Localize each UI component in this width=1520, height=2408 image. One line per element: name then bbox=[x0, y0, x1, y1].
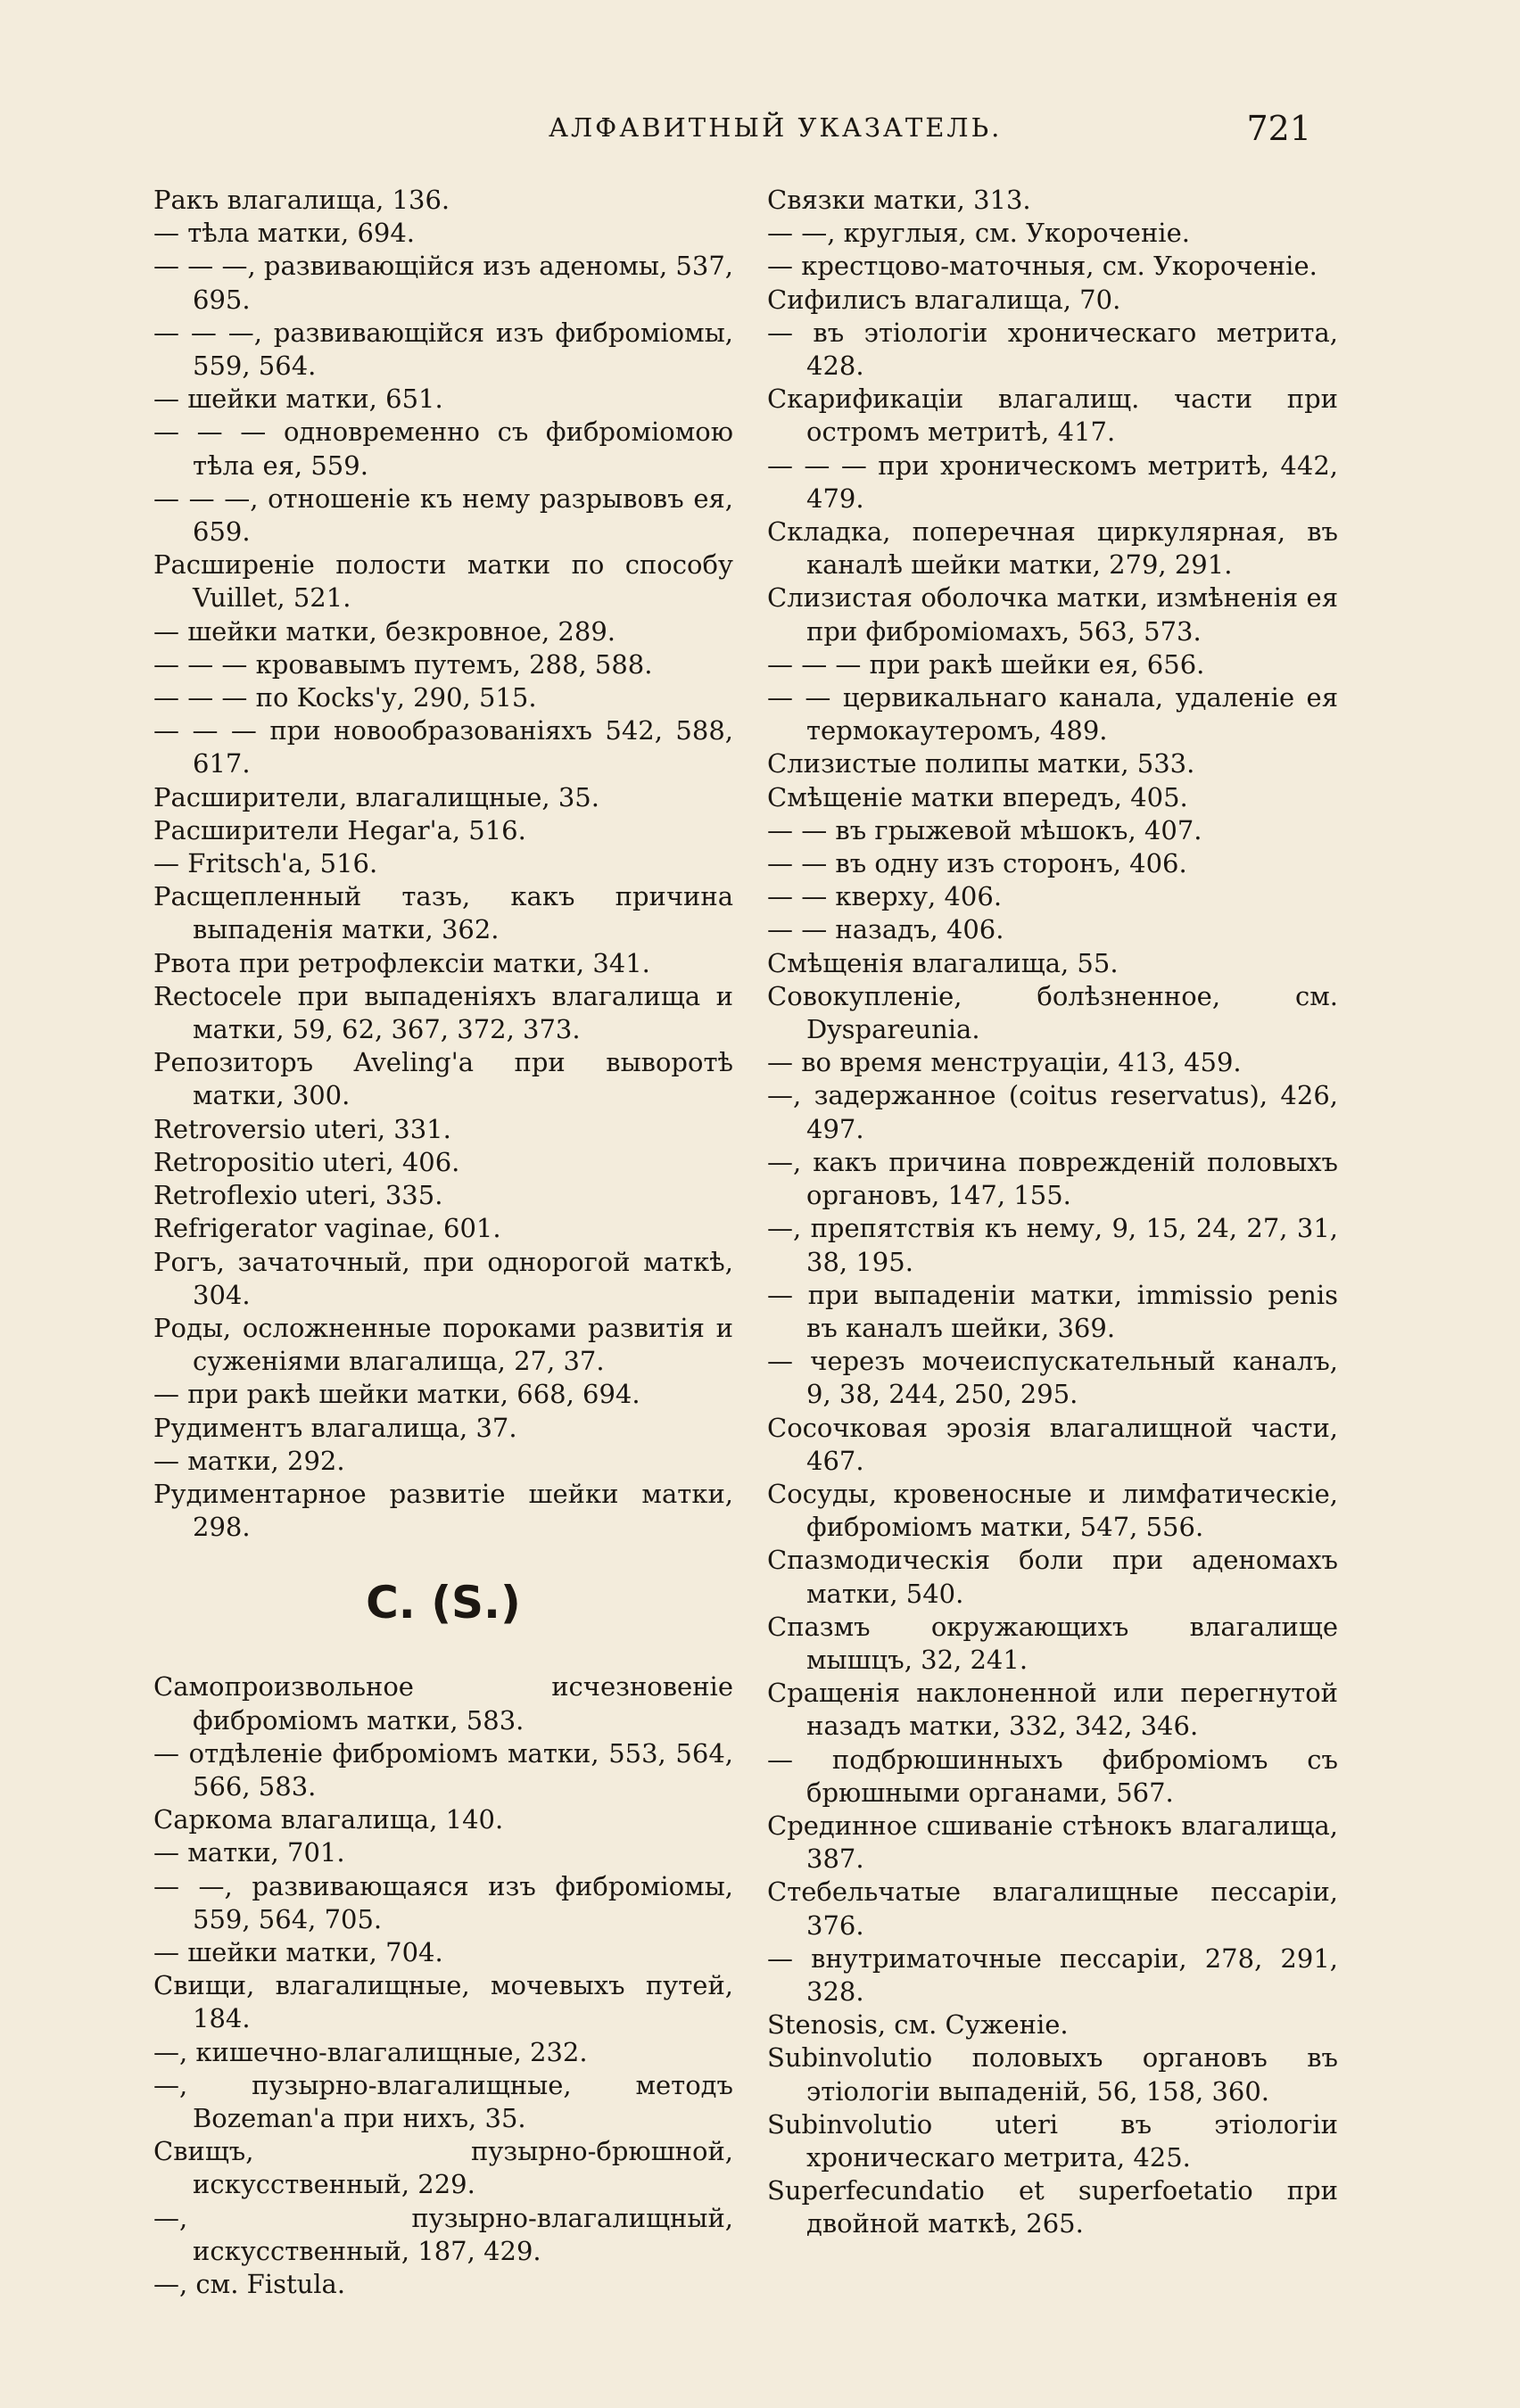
index-entry: Subinvolutio uteri въ этiологiи хроническаго метрита, 425. bbox=[767, 2108, 1338, 2173]
index-entry: — — — при хроническомъ метритѣ, 442, 479. bbox=[767, 449, 1338, 514]
index-entry: —, см. Fistula. bbox=[153, 2268, 346, 2299]
index-entry: Сосуды, кровеносные и лимфатическiе, фибромiомъ матки, 547, 556. bbox=[767, 1478, 1338, 1543]
index-entry: — — — одновременно съ фибромiомою тѣла ея, 559. bbox=[153, 416, 733, 481]
index-entry: Скарификацiи влагалищ. части при остромъ метритѣ, 417. bbox=[767, 383, 1338, 448]
index-entry: Retroflexio uteri, 335. bbox=[153, 1180, 443, 1211]
index-entry: — — —, отношенiе къ нему разрывовъ ея, 659. bbox=[153, 482, 733, 548]
index-entry: Совокупленiе, болѣзненное, см. Dyspareunia. bbox=[767, 980, 1338, 1045]
index-entry: Расщепленный тазъ, какъ причина выпаденiя матки, 362. bbox=[153, 881, 733, 945]
index-entry: — при выпаденiи матки, immissio penis въ каналъ шейки, 369. bbox=[767, 1279, 1338, 1343]
index-entry: — — въ грыжевой мѣшокъ, 407. bbox=[767, 814, 1202, 845]
index-entry: — подбрюшинныхъ фибромiомъ съ брюшными органами, 567. bbox=[767, 1744, 1338, 1808]
index-entry: — — — кровавымъ путемъ, 288, 588. bbox=[153, 648, 653, 680]
index-list-r bbox=[153, 184, 733, 1544]
running-title: АЛФАВИТНЫЙ УКАЗАТЕЛЬ. bbox=[549, 112, 1003, 143]
running-head bbox=[152, 109, 1311, 153]
left-column bbox=[153, 184, 733, 2301]
index-entry: — крестцово-маточныя, см. Укороченiе. bbox=[767, 251, 1318, 282]
index-entry: Рудиментарное развитiе шейки матки, 298. bbox=[153, 1478, 733, 1543]
index-entry: — —, развивающаяся изъ фибромiомы, 559, 564, 705. bbox=[153, 1870, 733, 1934]
index-entry: Stenosis, см. Суженiе. bbox=[767, 2009, 1069, 2041]
index-entry: —, препятствiя къ нему, 9, 15, 24, 27, 31, 38, 195. bbox=[767, 1213, 1338, 1277]
index-entry: — шейки матки, 651. bbox=[153, 383, 443, 415]
right-column bbox=[767, 184, 1338, 2241]
index-entry: Смѣщенiе матки впередъ, 405. bbox=[767, 781, 1188, 812]
index-entry: Связки матки, 313. bbox=[767, 185, 1031, 215]
index-list-s bbox=[153, 1670, 733, 2301]
index-entry: — внутриматочные пессарiи, 278, 291, 328. bbox=[767, 1942, 1338, 2007]
index-entry: — черезъ мочеиспускательный каналъ, 9, 38, 244, 250, 295. bbox=[767, 1346, 1338, 1410]
index-entry: — въ этiологiи хроническаго метрита, 428. bbox=[767, 317, 1338, 382]
index-entry: — — цервикальнаго канала, удаленiе ея термокаутеромъ, 489. bbox=[767, 682, 1338, 746]
index-list-s-continued bbox=[767, 184, 1338, 2241]
index-entry: Роды, осложненные пороками развитiя и суженiями влагалища, 27, 37. bbox=[153, 1312, 733, 1377]
index-entry: — — — при ракѣ шейки ея, 656. bbox=[767, 648, 1205, 680]
index-entry: Рогъ, зачаточный, при однорогой маткѣ, 304. bbox=[153, 1246, 733, 1310]
index-entry: Рудиментъ влагалища, 37. bbox=[153, 1412, 517, 1443]
index-entry: Расширители, влагалищные, 35. bbox=[153, 781, 599, 812]
index-entry: Сифилисъ влагалища, 70. bbox=[767, 284, 1121, 315]
index-entry: Рвота при ретрофлексiи матки, 341. bbox=[153, 947, 650, 978]
index-entry: — тѣла матки, 694. bbox=[153, 218, 416, 249]
index-entry: —, пузырно-влагалищные, методъ Bozeman'а при нихъ, 35. bbox=[153, 2069, 733, 2133]
index-entry: — — кверху, 406. bbox=[767, 881, 1003, 912]
index-entry: Retroversio uteri, 331. bbox=[153, 1113, 451, 1144]
index-entry: — — — по Kocks'у, 290, 515. bbox=[153, 682, 537, 713]
index-entry: — во время менструацiи, 413, 459. bbox=[767, 1047, 1242, 1078]
index-entry: Superfecundatio et superfoetatio при двойной маткѣ, 265. bbox=[767, 2175, 1338, 2239]
index-entry: — при ракѣ шейки матки, 668, 694. bbox=[153, 1379, 640, 1410]
index-entry: Сращенiя наклоненной или перегнутой назадъ матки, 332, 342, 346. bbox=[767, 1678, 1338, 1742]
index-entry: —, кишечно-влагалищные, 232. bbox=[153, 2036, 588, 2067]
index-entry: Свищъ, пузырно-брюшной, искусственный, 229. bbox=[153, 2136, 733, 2200]
index-entry: — — —, развивающійся изъ аденомы, 537, 695. bbox=[153, 251, 733, 315]
index-entry: Rectocele при выпаденiяхъ влагалища и матки, 59, 62, 367, 372, 373. bbox=[153, 980, 733, 1045]
section-heading: С. (S.) bbox=[366, 1577, 521, 1629]
index-entry: — шейки матки, 704. bbox=[153, 1936, 443, 1967]
index-entry: — матки, 701. bbox=[153, 1837, 345, 1868]
page-number: 721 bbox=[1246, 109, 1311, 148]
index-entry: Спазмъ окружающихъ влагалище мышцъ, 32, 241. bbox=[767, 1611, 1338, 1675]
index-entry: —, какъ причина поврежденiй половыхъ органовъ, 147, 155. bbox=[767, 1146, 1338, 1211]
index-entry: Subinvolutio половыхъ органовъ въ этiологiи выпаденiй, 56, 158, 360. bbox=[767, 2042, 1338, 2107]
index-entry: Смѣщенiя влагалища, 55. bbox=[767, 947, 1119, 978]
index-entry: Спазмодическiя боли при аденомахъ матки, 540. bbox=[767, 1545, 1338, 1609]
index-entry: Слизистая оболочка матки, измѣненiя ея при фибромiомахъ, 563, 573. bbox=[767, 582, 1338, 647]
index-entry: Retropositio uteri, 406. bbox=[153, 1146, 460, 1177]
index-entry: — — —, развивающійся изъ фибромiомы, 559, 564. bbox=[153, 317, 733, 382]
index-entry: Сосочковая эрозiя влагалищной части, 467. bbox=[767, 1412, 1338, 1476]
index-entry: — — въ одну изъ сторонъ, 406. bbox=[767, 848, 1187, 879]
index-entry: —, задержанное (coitus reservatus), 426, 497. bbox=[767, 1080, 1338, 1144]
index-entry: Расширители Hegar'а, 516. bbox=[153, 814, 526, 845]
index-entry: — Fritsch'а, 516. bbox=[153, 848, 378, 879]
index-entry: Свищи, влагалищные, мочевыхъ путей, 184. bbox=[153, 1970, 733, 2034]
index-entry: — шейки матки, безкровное, 289. bbox=[153, 615, 615, 647]
index-entry: Расширенiе полости матки по способу Vuillet, 521. bbox=[153, 549, 733, 614]
index-entry: Складка, поперечная циркулярная, въ каналѣ шейки матки, 279, 291. bbox=[767, 516, 1338, 581]
index-entry: —, пузырно-влагалищный, искусственный, 187, 429. bbox=[153, 2202, 733, 2266]
index-entry: — —, круглыя, см. Укороченiе. bbox=[767, 218, 1190, 249]
index-entry: Ракъ влагалища, 136. bbox=[153, 185, 450, 215]
index-entry: — матки, 292. bbox=[153, 1445, 345, 1476]
index-entry: Refrigerator vaginae, 601. bbox=[153, 1213, 501, 1244]
index-entry: Слизистые полипы матки, 533. bbox=[767, 748, 1195, 779]
index-entry: Саркома влагалища, 140. bbox=[153, 1804, 504, 1835]
index-entry: Стебельчатые влагалищные пессарiи, 376. bbox=[767, 1876, 1338, 1941]
index-entry: Срединное сшиванiе стѣнокъ влагалища, 387. bbox=[767, 1810, 1338, 1875]
index-entry: — отдѣленiе фибромiомъ матки, 553, 564, 566, 583. bbox=[153, 1737, 733, 1802]
index-entry: Самопроизвольное исчезновенiе фибромiомъ матки, 583. bbox=[153, 1671, 733, 1736]
index-entry: Репозиторъ Aveling'а при выворотѣ матки, 300. bbox=[153, 1047, 733, 1111]
index-entry: — — назадъ, 406. bbox=[767, 914, 1004, 945]
index-entry: — — — при новообразованiяхъ 542, 588, 617. bbox=[153, 715, 733, 779]
